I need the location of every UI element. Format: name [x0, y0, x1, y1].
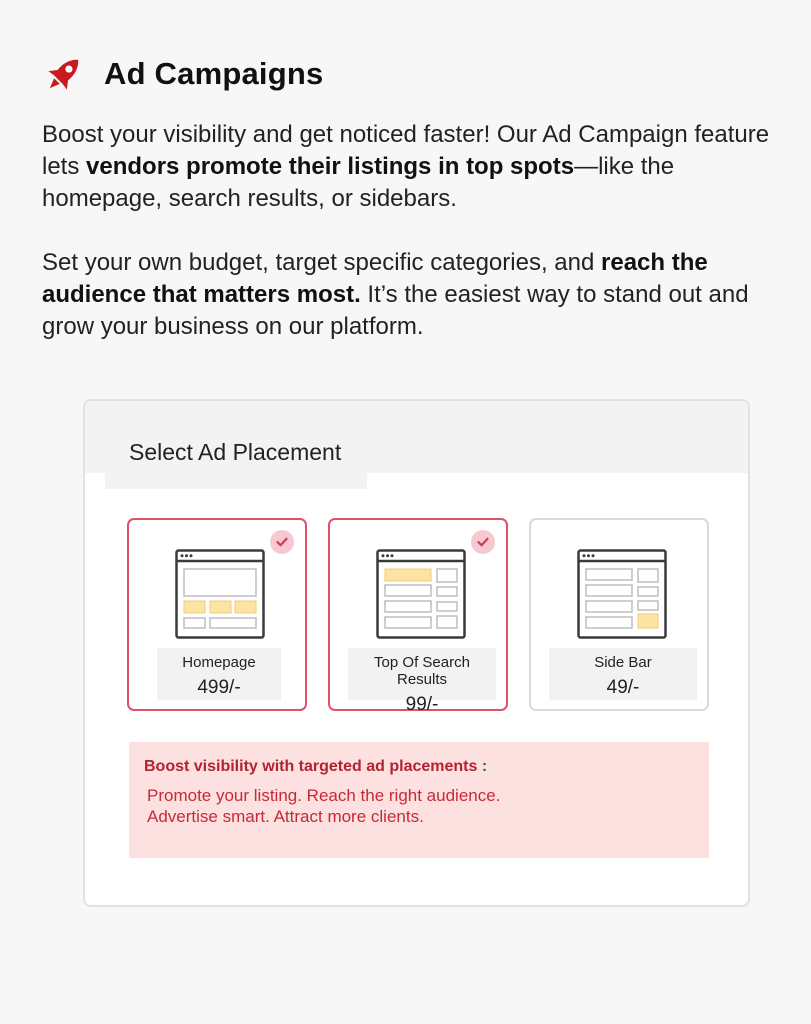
banner-line: Promote your listing. Reach the right audience.: [147, 786, 501, 805]
search-results-layout-icon: [376, 549, 466, 639]
placement-name: Homepage: [182, 654, 256, 671]
banner-title: Boost visibility with targeted ad placements :: [144, 758, 488, 775]
info-banner: [129, 742, 709, 858]
homepage-layout-icon: [175, 549, 265, 639]
placement-card-sidebar[interactable]: [529, 518, 709, 711]
sidebar-layout-icon: [577, 549, 667, 639]
intro-paragraph-2: Set your own budget, target specific categories, and reach the audience that matters most. It’s the easiest way to stand out and grow your business on our platform.: [42, 249, 749, 340]
placement-card-homepage[interactable]: [127, 518, 307, 711]
check-icon: [471, 530, 495, 554]
intro-text: [42, 119, 787, 343]
placement-name: Side Bar: [594, 654, 652, 671]
placement-card-search-results[interactable]: [328, 518, 508, 715]
panel-title: Select Ad Placement: [129, 439, 342, 465]
placement-info: [348, 648, 496, 715]
page-header: [42, 52, 323, 96]
placement-info: [549, 648, 697, 700]
banner-line: Advertise smart. Attract more clients.: [147, 807, 424, 826]
rocket-icon: [42, 52, 86, 96]
check-icon: [270, 530, 294, 554]
placement-price: 499/-: [197, 677, 241, 698]
placement-name: Top Of Search Results: [374, 654, 470, 688]
intro-paragraph-1: Boost your visibility and get noticed faster! Our Ad Campaign feature lets vendors promote their listings in top spots—like the homepage, search results, or sidebars.: [42, 121, 770, 212]
placement-price: 99/-: [405, 694, 439, 715]
page-title: Ad Campaigns: [104, 56, 324, 91]
placement-info: [157, 648, 281, 700]
ad-placement-panel: [83, 399, 750, 907]
placement-price: 49/-: [606, 677, 640, 698]
